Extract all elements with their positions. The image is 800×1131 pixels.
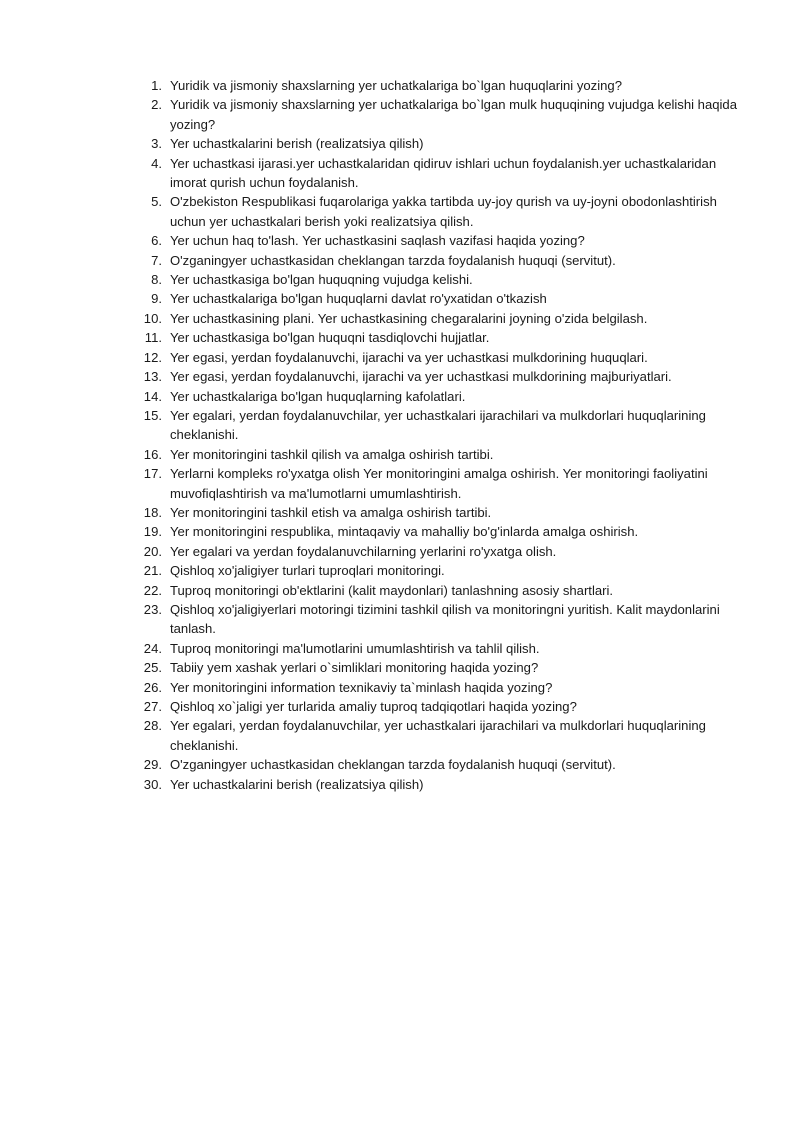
list-item-number: 29.	[143, 757, 162, 773]
list-item	[128, 251, 738, 270]
list-item-number: 21.	[143, 563, 162, 579]
list-item	[128, 775, 738, 794]
list-item-number: 28.	[143, 718, 162, 734]
list-item	[128, 367, 738, 386]
list-item-number: 5.	[151, 194, 162, 210]
list-item-number: 15.	[143, 407, 162, 423]
list-item-text: Qishloq xo'jaligiyerlari motoringi tizimini tashkil qilish va monitoringni yuritish. Kalit maydonlarini tanlash.	[170, 601, 720, 637]
list-item	[128, 522, 738, 541]
list-item-text: Yer uchastkasiga bo'lgan huquqni tasdiqlovchi hujjatlar.	[170, 330, 490, 346]
list-item-number: 3.	[151, 136, 162, 152]
list-item-number: 11.	[144, 330, 162, 346]
list-item-number: 30.	[143, 776, 162, 792]
list-item-number: 13.	[143, 369, 162, 385]
list-item-text: Qishloq xo`jaligi yer turlarida amaliy tuproq tadqiqotlari haqida yozing?	[170, 699, 577, 714]
list-item-number: 23.	[143, 601, 162, 617]
list-item	[128, 192, 738, 231]
list-item-number: 16.	[143, 446, 162, 462]
list-item-text: Yer uchastkalarini berish (realizatsiya qilish)	[170, 136, 424, 152]
list-item-text: Tuproq monitoringi ob'ektlarini (kalit maydonlari) tanlashning asosiy shartlari.	[170, 582, 614, 598]
list-item-text: Yer monitoringini respublika, mintaqaviy va mahalliy bo'g'inlarda amalga oshirish.	[170, 524, 639, 540]
list-item-number: 24.	[143, 640, 162, 656]
question-list	[128, 76, 738, 794]
list-item	[128, 406, 738, 445]
list-item-text: Qishloq xo'jaligiyer turlari tuproqlari monitoringi.	[170, 563, 445, 579]
list-item-text: Yuridik va jismoniy shaxslarning yer uchatkalariga bo`lgan huquqlarini yozing?	[170, 78, 622, 93]
list-item	[128, 95, 738, 134]
list-item-text: Yer uchastkasi ijarasi.yer uchastkalaridan qidiruv ishlari uchun foydalanish.yer uchastkalaridan imorat qurish uchun foydalanish.	[170, 155, 717, 191]
list-item-text: Yer egalari va yerdan foydalanuvchilarning yerlarini ro'yxatga olish.	[170, 543, 557, 559]
list-item-number: 26.	[143, 679, 162, 695]
list-item-text: Yerlarni kompleks ro'yxatga olish Yer monitoringini amalga oshirish. Yer monitoringi faoliyatini muvofiqlashtirish va ma'lumotlarni umumlashtirish.	[170, 466, 708, 501]
list-item	[128, 542, 738, 561]
list-item-number: 1.	[151, 78, 162, 93]
list-item	[128, 154, 738, 193]
list-item-number: 14.	[143, 388, 162, 404]
list-item	[128, 270, 738, 289]
list-item	[128, 464, 738, 503]
list-item	[128, 755, 738, 774]
list-item-number: 9.	[151, 291, 162, 307]
list-item	[128, 289, 738, 308]
list-item-number: 12.	[143, 349, 162, 365]
list-item-text: Yer monitoringini information texnikaviy ta`minlash haqida yozing?	[170, 679, 553, 695]
list-item-text: Yer uchastkasiga bo'lgan huquqning vujudga kelishi.	[170, 272, 473, 288]
list-item-text: Yer egasi, yerdan foydalanuvchi, ijarachi va yer uchastkasi mulkdorining huquqlari.	[170, 349, 648, 365]
list-item	[128, 639, 738, 658]
list-item-text: Yer egasi, yerdan foydalanuvchi, ijarachi va yer uchastkasi mulkdorining majburiyatlari.	[170, 369, 672, 385]
list-item	[128, 387, 738, 406]
list-item-number: 10.	[143, 310, 162, 326]
list-item-text: Yer monitoringini tashkil etish va amalga oshirish tartibi.	[170, 504, 492, 520]
list-item-number: 27.	[143, 699, 162, 714]
list-item	[128, 348, 738, 367]
list-item-number: 2.	[151, 97, 162, 113]
list-item-text: Yer egalari, yerdan foydalanuvchilar, yer uchastkalari ijarachilari va mulkdorlari huquqlarining cheklanishi.	[170, 407, 706, 443]
list-item-text: Tabiiy yem xashak yerlari o`simliklari monitoring haqida yozing?	[170, 660, 539, 676]
list-item	[128, 503, 738, 522]
list-item-text: O'zganingyer uchastkasidan cheklangan tarzda foydalanish huquqi (servitut).	[170, 757, 616, 773]
list-item	[128, 309, 738, 328]
list-item	[128, 231, 738, 250]
list-item	[128, 697, 738, 716]
list-item-text: Yer uchastkalarini berish (realizatsiya qilish)	[170, 776, 424, 792]
list-item	[128, 600, 738, 639]
list-item-text: Yer uchastkalariga bo'lgan huquqlarning kafolatlari.	[170, 388, 466, 404]
list-item-text: Yer egalari, yerdan foydalanuvchilar, yer uchastkalari ijarachilari va mulkdorlari huquqlarining cheklanishi.	[170, 718, 706, 753]
list-item-text: O'zbekiston Respublikasi fuqarolariga yakka tartibda uy-joy qurish va uy-joyni obodonlashtirish uchun yer uchastkalari berish yoki realizatsiya qilish.	[170, 194, 717, 229]
list-item	[128, 716, 738, 755]
list-item-number: 18.	[143, 504, 162, 520]
list-item-number: 8.	[151, 272, 162, 288]
list-item-number: 19.	[143, 524, 162, 540]
list-item-text: Yer uchastkasining plani. Yer uchastkasining chegaralarini joyning o'zida belgilash.	[170, 310, 648, 326]
list-item	[128, 581, 738, 600]
list-item	[128, 561, 738, 580]
list-item	[128, 328, 738, 347]
list-item-number: 4.	[151, 155, 162, 171]
list-item	[128, 134, 738, 153]
list-item-text: Yuridik va jismoniy shaxslarning yer uchatkalariga bo`lgan mulk huquqining vujudga kelishi haqida yozing?	[170, 97, 737, 132]
list-item-text: Yer uchastkalariga bo'lgan huquqlarni davlat ro'yxatidan o'tkazish	[170, 291, 547, 307]
list-item	[128, 678, 738, 697]
list-item-number: 7.	[151, 252, 162, 268]
list-item-number: 22.	[143, 582, 162, 598]
list-item-text: O'zganingyer uchastkasidan cheklangan tarzda foydalanish huquqi (servitut).	[170, 252, 616, 268]
list-item-number: 20.	[143, 543, 162, 559]
list-item-number: 6.	[151, 233, 162, 249]
list-item	[128, 76, 738, 95]
list-item-text: Yer monitoringini tashkil qilish va amalga oshirish tartibi.	[170, 446, 494, 462]
list-item	[128, 445, 738, 464]
list-item-text: Tuproq monitoringi ma'lumotlarini umumlashtirish va tahlil qilish.	[170, 640, 540, 656]
list-item-number: 17.	[143, 466, 162, 482]
list-item-text: Yer uchun haq to'lash. Yer uchastkasini saqlash vazifasi haqida yozing?	[170, 233, 585, 249]
list-item-number: 25.	[143, 660, 162, 676]
list-item	[128, 658, 738, 677]
